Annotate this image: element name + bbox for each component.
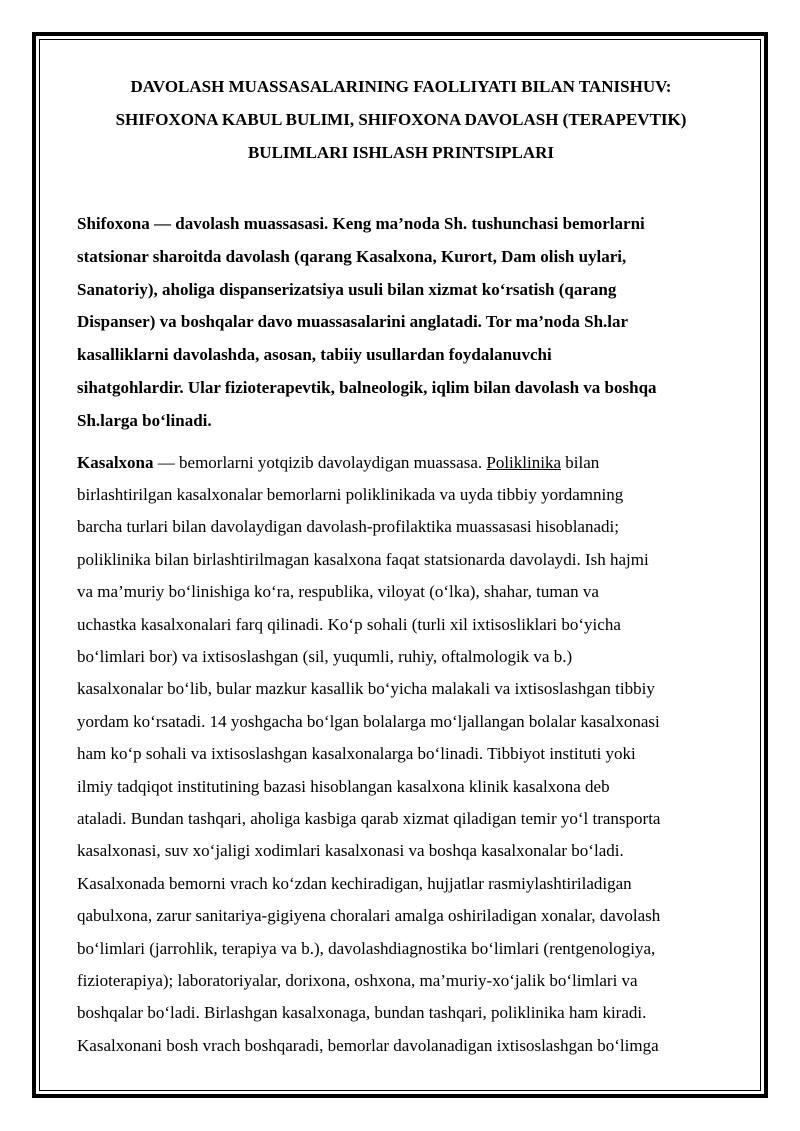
body-line: qabulxona, zarur sanitariya-gigiyena choralari amalga oshiriladigan xonalar, davolash: [77, 906, 661, 926]
intro-line: Sh.larga bo‘linadi.: [77, 410, 212, 430]
body-line: yordam ko‘rsatadi. 14 yoshgacha bo‘lgan bolalarga mo‘ljallangan bolalar kasalxonasi: [77, 711, 660, 731]
body-line: kasalxonalar bo‘lib, bular mazkur kasallik bo‘yicha malakali va ixtisoslashgan tibbiy: [77, 679, 655, 699]
body-line: birlashtirilgan kasalxonalar bemorlarni poliklinikada va uyda tibbiy yordamning: [77, 484, 624, 504]
body-line: boshqalar bo‘ladi. Birlashgan kasalxonaga, bundan tashqari, poliklinika ham kiradi.: [77, 1003, 647, 1023]
body-line: ilmiy tadqiqot institutining bazasi hisoblangan kasalxona klinik kasalxona deb: [77, 776, 610, 796]
intro-line: sihatgohlardir. Ular fizioterapevtik, balneologik, iqlim bilan davolash va boshqa: [77, 377, 657, 397]
intro-paragraph: [77, 208, 725, 438]
intro-line: Shifoxona — davolash muassasasi. Keng ma’noda Sh. tushunchasi bemorlarni: [77, 214, 645, 233]
body-line: Kasalxonani bosh vrach boshqaradi, bemorlar davolanadigan ixtisoslashgan bo‘limga: [77, 1035, 659, 1055]
body-line: poliklinika bilan birlashtirilmagan kasalxona faqat statsionarda davolaydi. Ish hajmi: [77, 549, 649, 569]
body-line: ham ko‘p sohali va ixtisoslashgan kasalxonalarga bo‘linadi. Tibbiyot instituti yoki: [77, 744, 636, 764]
body-text: bilan: [561, 452, 600, 472]
body-line: va ma’muriy bo‘linishiga ko‘ra, respublika, viloyat (o‘lka), shahar, tuman va: [77, 582, 599, 602]
kasalxona-paragraph: [77, 447, 725, 1063]
document-title: [77, 70, 725, 169]
body-first-line: [77, 447, 725, 479]
body-line: barcha turlari bilan davolaydigan davolash-profilaktika muassasasi hisoblanadi;: [77, 517, 619, 537]
body-line: bo‘limlari bor) va ixtisoslashgan (sil, yuqumli, ruhiy, oftalmologik va b.): [77, 647, 573, 667]
poliklinika-link[interactable]: Poliklinika: [486, 452, 561, 472]
body-line: kasalxonasi, suv xo‘jaligi xodimlari kasalxonasi va boshqa kasalxonalar bo‘ladi.: [77, 841, 624, 861]
body-line: bo‘limlari (jarrohlik, terapiya va b.), davolashdiagnostika bo‘limlari (rentgenologiya,: [77, 938, 656, 958]
intro-line: statsionar sharoitda davolash (qarang Kasalxona, Kurort, Dam olish uylari,: [77, 246, 627, 266]
document-body: [77, 70, 725, 1062]
title-line: SHIFOXONA KABUL BULIMI, SHIFOXONA DAVOLASH (TERAPEVTIK): [115, 110, 687, 129]
body-text: — bemorlarni yotqizib davolaydigan muassasa.: [153, 452, 487, 472]
intro-line: kasalliklarni davolashda, asosan, tabiiy usullardan foydalanuvchi: [77, 345, 552, 365]
title-line: DAVOLASH MUASSASALARINING FAOLLIYATI BILAN TANISHUV:: [130, 77, 672, 96]
body-line: uchastka kasalxonalari farq qilinadi. Ko‘p sohali (turli xil ixtisosliklari bo‘yicha: [77, 614, 621, 634]
body-line: fizioterapiya); laboratoriyalar, dorixona, oshxona, ma’muriy-xo‘jalik bo‘limlari va: [77, 971, 638, 991]
intro-line: Dispanser) va boshqalar davo muassasalarini anglatadi. Tor ma’noda Sh.lar: [77, 312, 629, 332]
body-line: Kasalxonada bemorni vrach ko‘zdan kechiradigan, hujjatlar rasmiylashtiriladigan: [77, 873, 632, 893]
intro-line: Sanatoriy), aholiga dispanserizatsiya usuli bilan xizmat ko‘rsatish (qarang: [77, 279, 617, 299]
body-line: ataladi. Bundan tashqari, aholiga kasbiga qarab xizmat qiladigan temir yo‘l transporta: [77, 809, 661, 829]
title-line: BULIMLARI ISHLASH PRINTSIPLARI: [247, 143, 555, 162]
term-kasalxona: Kasalxona: [77, 452, 154, 472]
